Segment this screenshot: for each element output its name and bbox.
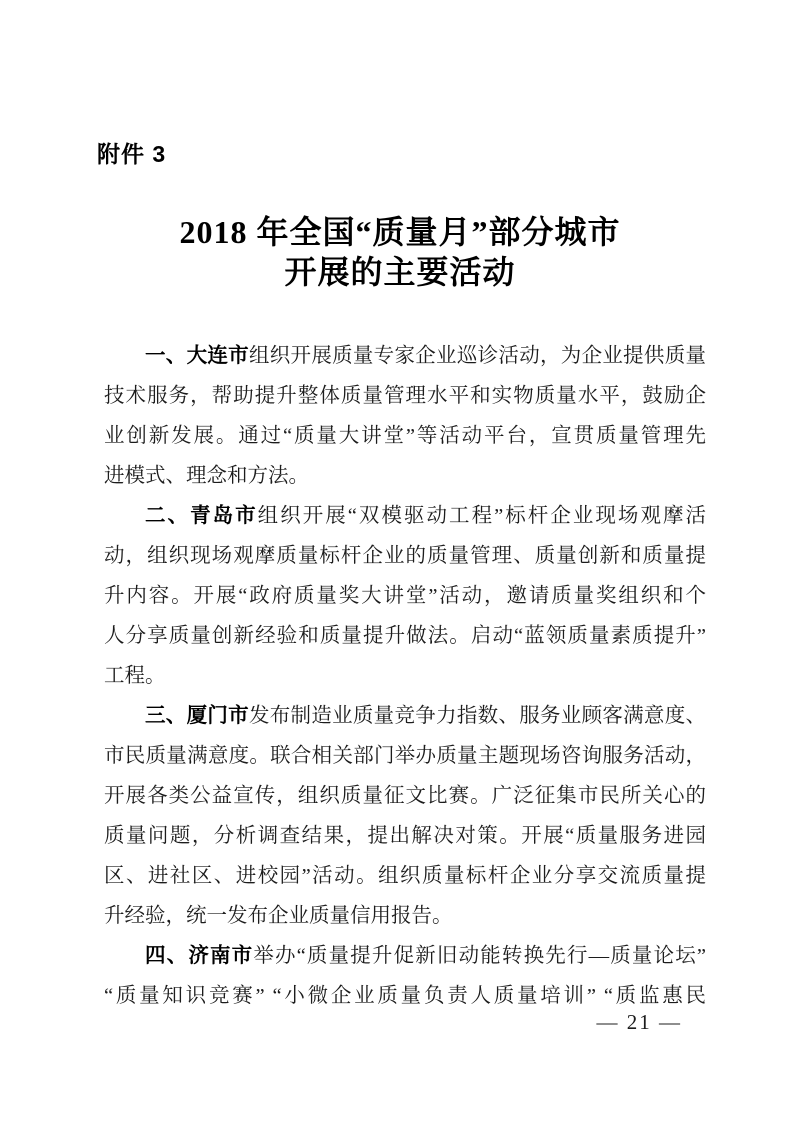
paragraph: [104, 936, 706, 1016]
body-line: 工程。: [104, 665, 166, 687]
paragraph-lead: 四、济南市: [145, 944, 254, 967]
document-body: [104, 336, 706, 1016]
body-line: 二、青岛市组织开展“双模驱动工程”标杆企业现场观摩活: [145, 504, 707, 527]
body-line: 进模式、理念和方法。: [104, 465, 309, 487]
body-line: 市民质量满意度。联合相关部门举办质量主题现场咨询服务活动，: [104, 745, 706, 767]
title-line-2: 开展的主要活动: [284, 254, 516, 290]
paragraph: [104, 696, 706, 936]
document-title: [0, 212, 800, 292]
title-line-1: 2018 年全国“质量月”部分城市: [179, 214, 621, 250]
body-line: 四、济南市举办“质量提升促新旧动能转换先行—质量论坛”: [145, 944, 706, 967]
body-line: 开展各类公益宣传，组织质量征文比赛。广泛征集市民所关心的: [104, 785, 706, 807]
body-line: 人分享质量创新经验和质量提升做法。启动“蓝领质量素质提升”: [104, 625, 706, 647]
paragraph-lead: 一、大连市: [145, 344, 249, 367]
paragraph-lead: 二、青岛市: [145, 504, 258, 527]
body-line: 业创新发展。通过“质量大讲堂”等活动平台，宣贯质量管理先: [104, 425, 706, 447]
body-line: 动，组织现场观摩质量标杆企业的质量管理、质量创新和质量提: [104, 545, 706, 567]
body-line: 升经验，统一发布企业质量信用报告。: [104, 905, 453, 927]
page-number: — 21 —: [596, 1010, 682, 1034]
paragraph-lead: 三、厦门市: [145, 704, 249, 727]
body-line: 三、厦门市发布制造业质量竞争力指数、服务业顾客满意度、: [145, 704, 707, 727]
paragraph: [104, 496, 706, 696]
body-line: 区、进社区、进校园”活动。组织质量标杆企业分享交流质量提: [104, 865, 706, 887]
body-line: 技术服务，帮助提升整体质量管理水平和实物质量水平，鼓励企: [104, 385, 706, 407]
body-line: “质量知识竞赛” “小微企业质量负责人质量培训” “质监惠民: [104, 985, 706, 1007]
paragraph: [104, 336, 706, 496]
body-line: 一、大连市组织开展质量专家企业巡诊活动，为企业提供质量: [145, 344, 707, 367]
attachment-label: 附件 3: [97, 141, 167, 167]
body-line: 质量问题，分析调查结果，提出解决对策。开展“质量服务进园: [104, 825, 706, 847]
body-line: 升内容。开展“政府质量奖大讲堂”活动，邀请质量奖组织和个: [104, 585, 706, 607]
